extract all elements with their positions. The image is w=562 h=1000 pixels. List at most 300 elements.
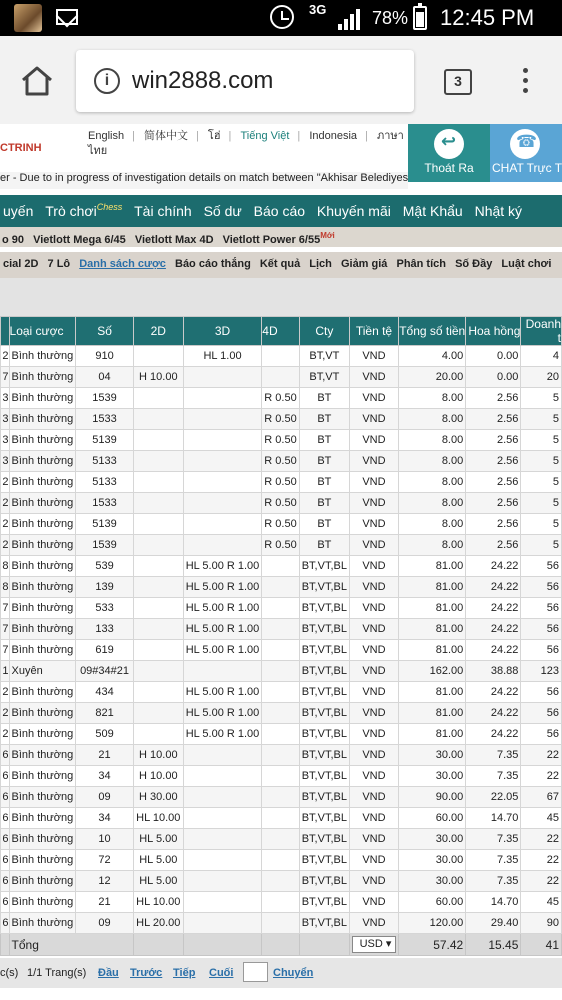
col-4d-cell	[262, 871, 299, 892]
col-2d-cell: HL 5.00	[133, 850, 183, 871]
tab-mega-645[interactable]: Vietlott Mega 6/45	[33, 233, 126, 246]
col-total-amount-cell: 8.00	[398, 430, 465, 451]
nav-password[interactable]: Mật Khẩu	[402, 202, 463, 219]
table-header-row	[1, 317, 562, 346]
logout-button[interactable]	[408, 124, 490, 182]
col-company-cell: BT	[299, 388, 349, 409]
col-commission-cell: 2.56	[466, 472, 521, 493]
table-row	[1, 619, 562, 640]
col-number-cell: 539	[76, 556, 134, 577]
address-bar[interactable]	[76, 50, 414, 112]
col-total-amount-cell: 8.00	[398, 451, 465, 472]
col-index-cell: 2	[1, 724, 10, 745]
go-page-link[interactable]: Chuyển	[273, 967, 314, 979]
filter-area	[0, 278, 562, 316]
col-revenue-cell: 90	[521, 913, 562, 934]
col-3d-cell	[183, 472, 262, 493]
col-total-amount-cell: 8.00	[398, 472, 465, 493]
language-selector: English | 简体中文 | โฮ่ | Tiếng Việt | Indonesia | ภาษา ไทย	[88, 130, 404, 157]
col-bet-type-cell: Bình thường	[9, 577, 76, 598]
col-number-cell: 139	[76, 577, 134, 598]
site-brand: CTRINH	[0, 142, 42, 154]
next-page-link[interactable]: Tiếp	[173, 967, 196, 979]
col-company-cell: BT,VT,BL	[299, 640, 349, 661]
total-label: Tổng	[9, 934, 133, 956]
col-company-cell: BT,VT,BL	[299, 724, 349, 745]
col-3d-cell: HL 5.00 R 1.00	[183, 556, 262, 577]
col-total-amount-cell: 30.00	[398, 745, 465, 766]
nav-games[interactable]: Trò chơi$^{Chess}$	[45, 202, 123, 219]
col-bet-type-cell: Bình thường	[9, 745, 76, 766]
col-number-cell: 09	[76, 913, 134, 934]
col-company-cell: BT,VT,BL	[299, 850, 349, 871]
col-index-cell: 3	[1, 430, 10, 451]
col-company-cell: BT,VT,BL	[299, 661, 349, 682]
col-bet-type-cell: Bình thường	[9, 913, 76, 934]
col-bet-type-cell: Bình thường	[9, 619, 76, 640]
col-4d-cell: R 0.50	[262, 451, 299, 472]
col-number-cell: 21	[76, 745, 134, 766]
col-currency-cell: VND	[349, 661, 398, 682]
col-index-cell: 2	[1, 472, 10, 493]
col-total-amount-cell: 81.00	[398, 556, 465, 577]
col-2d-cell: HL 10.00	[133, 808, 183, 829]
col-index-cell: 6	[1, 892, 10, 913]
col-number-cell: 10	[76, 829, 134, 850]
col-bet-type-cell: Bình thường	[9, 430, 76, 451]
alarm-icon	[270, 5, 294, 29]
col-bet-type-cell: Bình thường	[9, 640, 76, 661]
col-number-cell: 09#34#21	[76, 661, 134, 682]
col-company-cell: BT,VT,BL	[299, 682, 349, 703]
col-index-cell: 3	[1, 409, 10, 430]
col-4d-cell	[262, 787, 299, 808]
col-total-amount-cell: 120.00	[398, 913, 465, 934]
col-bet-type-cell: Bình thường	[9, 535, 76, 556]
table-total-row	[1, 934, 562, 956]
col-company-header: Cty	[299, 317, 349, 346]
col-commission-cell: 0.00	[466, 346, 521, 367]
col-commission-cell: 2.56	[466, 451, 521, 472]
col-currency-cell: VND	[349, 703, 398, 724]
col-commission-cell: 7.35	[466, 829, 521, 850]
col-4d-cell	[262, 892, 299, 913]
col-3d-cell: HL 5.00 R 1.00	[183, 598, 262, 619]
news-marquee: er - Due to in progress of investigation details on match between "Akhisar Belediyes	[0, 172, 408, 189]
col-currency-cell: VND	[349, 871, 398, 892]
col-revenue-header: Doanh t	[521, 317, 562, 346]
nav-balance[interactable]: Số dư	[203, 202, 242, 219]
main-nav	[0, 195, 562, 227]
col-3d-cell	[183, 808, 262, 829]
lang-chinese[interactable]: 简体中文	[144, 130, 188, 142]
col-revenue-cell: 56	[521, 556, 562, 577]
col-currency-cell: VND	[349, 724, 398, 745]
col-revenue-cell: 56	[521, 598, 562, 619]
col-commission-cell: 7.35	[466, 766, 521, 787]
col-company-cell: BT,VT,BL	[299, 577, 349, 598]
table-body	[1, 346, 562, 934]
col-company-cell: BT,VT,BL	[299, 703, 349, 724]
col-4d-cell: R 0.50	[262, 493, 299, 514]
page-number-input[interactable]	[243, 962, 268, 982]
col-3d-cell	[183, 493, 262, 514]
col-2d-header: 2D	[133, 317, 183, 346]
subnav-schedule[interactable]: Lịch	[309, 258, 332, 270]
overflow-menu-icon[interactable]	[522, 68, 530, 96]
col-total-amount-cell: 4.00	[398, 346, 465, 367]
col-3d-cell	[183, 514, 262, 535]
col-revenue-cell: 5	[521, 472, 562, 493]
subnav-rules[interactable]: Luật chơi	[501, 258, 552, 270]
col-total-amount-cell: 81.00	[398, 598, 465, 619]
col-commission-cell: 2.56	[466, 514, 521, 535]
first-page-link[interactable]: Đầu	[98, 967, 119, 979]
col-total-amount-cell: 81.00	[398, 577, 465, 598]
table-row	[1, 514, 562, 535]
col-commission-cell: 7.35	[466, 871, 521, 892]
col-3d-cell	[183, 451, 262, 472]
col-index-cell: 6	[1, 871, 10, 892]
col-3d-cell	[183, 766, 262, 787]
col-number-cell: 434	[76, 682, 134, 703]
col-currency-cell: VND	[349, 892, 398, 913]
col-revenue-cell: 123	[521, 661, 562, 682]
nav-log[interactable]: Nhật ký	[474, 202, 523, 219]
col-bet-type-cell: Bình thường	[9, 493, 76, 514]
url-text[interactable]: win2888.com	[132, 67, 274, 94]
col-3d-cell	[183, 409, 262, 430]
nav-reports[interactable]: Báo cáo	[253, 202, 306, 219]
col-currency-cell: VND	[349, 388, 398, 409]
col-revenue-cell: 5	[521, 514, 562, 535]
subnav-bet-list[interactable]: Danh sách cược	[79, 258, 166, 270]
col-3d-cell	[183, 535, 262, 556]
col-index-cell: 7	[1, 619, 10, 640]
col-2d-cell	[133, 619, 183, 640]
table-row	[1, 829, 562, 850]
col-currency-cell: VND	[349, 577, 398, 598]
table-row	[1, 640, 562, 661]
col-3d-cell	[183, 871, 262, 892]
col-total-amount-cell: 8.00	[398, 535, 465, 556]
col-total-amount-cell: 8.00	[398, 388, 465, 409]
col-number-cell: 910	[76, 346, 134, 367]
logout-icon	[434, 129, 464, 159]
col-bet-type-cell: Bình thường	[9, 598, 76, 619]
col-3d-cell	[183, 745, 262, 766]
col-bet-type-cell: Bình thường	[9, 367, 76, 388]
tab-max-4d[interactable]: Vietlott Max 4D	[134, 233, 214, 246]
col-number-cell: 1533	[76, 493, 134, 514]
subnav-results[interactable]: Kết quả	[259, 258, 301, 270]
col-revenue-cell: 5	[521, 493, 562, 514]
table-row	[1, 871, 562, 892]
col-currency-cell: VND	[349, 913, 398, 934]
col-3d-cell: HL 5.00 R 1.00	[183, 724, 262, 745]
col-number-cell: 509	[76, 724, 134, 745]
col-number-cell: 72	[76, 850, 134, 871]
col-company-cell: BT,VT,BL	[299, 745, 349, 766]
col-bet-type-cell: Bình thường	[9, 346, 76, 367]
col-currency-cell: VND	[349, 766, 398, 787]
col-currency-cell: VND	[349, 745, 398, 766]
col-commission-cell: 24.22	[466, 556, 521, 577]
lang-thai-short[interactable]: โฮ่	[207, 130, 221, 142]
col-commission-cell: 24.22	[466, 619, 521, 640]
pagination	[0, 958, 562, 988]
col-currency-header: Tiền tệ	[349, 317, 398, 346]
web-page	[0, 124, 562, 1000]
col-commission-cell: 24.22	[466, 577, 521, 598]
network-type: 3G	[309, 2, 327, 17]
table-row	[1, 913, 562, 934]
col-4d-cell: R 0.50	[262, 514, 299, 535]
lang-english[interactable]: English	[88, 130, 125, 142]
col-3d-cell	[183, 388, 262, 409]
col-2d-cell	[133, 409, 183, 430]
col-revenue-cell: 5	[521, 430, 562, 451]
col-bet-type-cell: Bình thường	[9, 451, 76, 472]
col-3d-cell: HL 5.00 R 1.00	[183, 682, 262, 703]
col-commission-cell: 24.22	[466, 724, 521, 745]
table-row	[1, 367, 562, 388]
col-company-cell: BT,VT,BL	[299, 913, 349, 934]
col-3d-cell	[183, 367, 262, 388]
col-total-amount-cell: 8.00	[398, 514, 465, 535]
col-index-cell: 6	[1, 829, 10, 850]
lang-thai[interactable]: ภาษา	[376, 130, 404, 142]
col-index-cell: 7	[1, 367, 10, 388]
col-currency-cell: VND	[349, 451, 398, 472]
table-row	[1, 724, 562, 745]
col-index-cell: 2	[1, 535, 10, 556]
lang-thai-2[interactable]: ไทย	[88, 145, 108, 157]
subnav-special-2d[interactable]: cial 2D	[3, 258, 39, 270]
col-total-amount-cell: 60.00	[398, 808, 465, 829]
col-4d-cell	[262, 850, 299, 871]
col-currency-cell: VND	[349, 598, 398, 619]
headset-icon	[510, 129, 540, 159]
col-company-cell: BT	[299, 514, 349, 535]
total-commission: 15.45	[466, 934, 521, 956]
col-bet-type-cell: Bình thường	[9, 472, 76, 493]
col-total-amount-cell: 81.00	[398, 640, 465, 661]
col-commission-cell: 2.56	[466, 535, 521, 556]
page-count: 1/1 Trang(s)	[27, 967, 87, 979]
col-currency-cell: VND	[349, 514, 398, 535]
col-currency-cell: VND	[349, 556, 398, 577]
col-2d-cell: H 10.00	[133, 367, 183, 388]
col-2d-cell	[133, 388, 183, 409]
col-bet-type-cell: Bình thường	[9, 388, 76, 409]
col-number-cell: 34	[76, 808, 134, 829]
total-net: 41	[521, 934, 562, 956]
table-row	[1, 766, 562, 787]
col-3d-header: 3D	[183, 317, 262, 346]
col-revenue-cell: 45	[521, 808, 562, 829]
col-index-header	[1, 317, 10, 346]
col-number-cell: 34	[76, 766, 134, 787]
table-row	[1, 577, 562, 598]
subnav-discount[interactable]: Giảm giá	[340, 258, 388, 270]
tab-lotto-90[interactable]: o 90	[2, 233, 25, 246]
col-total-amount-cell: 30.00	[398, 766, 465, 787]
col-revenue-cell: 45	[521, 892, 562, 913]
table-row	[1, 682, 562, 703]
col-4d-cell: R 0.50	[262, 472, 299, 493]
clock: 12:45 PM	[440, 5, 535, 30]
tab-power-655[interactable]: Vietlott Power $6/55^{Mới}$	[222, 231, 335, 246]
col-number-cell: 1533	[76, 409, 134, 430]
col-bet-type-cell: Bình thường	[9, 871, 76, 892]
subnav-full-numbers[interactable]: Số Đầy	[455, 258, 493, 270]
nav-finance[interactable]: Tài chính	[134, 202, 192, 219]
col-revenue-cell: 22	[521, 850, 562, 871]
col-company-cell: BT,VT,BL	[299, 598, 349, 619]
col-4d-cell	[262, 745, 299, 766]
info-icon[interactable]: i	[94, 68, 120, 94]
table-row	[1, 745, 562, 766]
table-row	[1, 892, 562, 913]
col-currency-cell: VND	[349, 535, 398, 556]
col-company-cell: BT,VT,BL	[299, 808, 349, 829]
currency-select[interactable]: USD ▾	[352, 936, 396, 953]
new-badge: Mới	[320, 231, 335, 240]
col-currency-cell: VND	[349, 367, 398, 388]
col-bet-type-cell: Bình thường	[9, 514, 76, 535]
col-4d-cell	[262, 682, 299, 703]
logout-label: Thoát Ra	[424, 161, 474, 175]
col-commission-cell: 14.70	[466, 892, 521, 913]
col-currency-cell: VND	[349, 619, 398, 640]
col-company-cell: BT	[299, 451, 349, 472]
col-2d-cell	[133, 682, 183, 703]
col-index-cell: 3	[1, 451, 10, 472]
col-total-amount-cell: 81.00	[398, 724, 465, 745]
table-row	[1, 493, 562, 514]
col-company-cell: BT,VT,BL	[299, 556, 349, 577]
col-3d-cell: HL 5.00 R 1.00	[183, 619, 262, 640]
home-icon[interactable]	[20, 66, 54, 96]
col-company-cell: BT,VT,BL	[299, 766, 349, 787]
col-index-cell: 8	[1, 556, 10, 577]
col-index-cell: 8	[1, 577, 10, 598]
android-status-bar	[0, 0, 562, 36]
col-currency-cell: VND	[349, 808, 398, 829]
col-4d-cell	[262, 346, 299, 367]
subnav-win-report[interactable]: Báo cáo thắng	[175, 258, 251, 270]
col-currency-cell: VND	[349, 640, 398, 661]
col-commission-cell: 22.05	[466, 787, 521, 808]
signal-icon	[338, 8, 364, 30]
col-revenue-cell: 22	[521, 829, 562, 850]
col-bet-type-header: Loại cược	[9, 317, 76, 346]
col-currency-cell: VND	[349, 409, 398, 430]
col-number-cell: 5133	[76, 472, 134, 493]
col-revenue-cell: 5	[521, 451, 562, 472]
col-commission-cell: 2.56	[466, 493, 521, 514]
col-commission-cell: 14.70	[466, 808, 521, 829]
table-row	[1, 388, 562, 409]
tab-switcher-button[interactable]: 3	[444, 69, 472, 95]
subnav-analysis[interactable]: Phân tích	[396, 258, 446, 270]
col-commission-cell: 24.22	[466, 682, 521, 703]
avatar-notification-icon	[14, 4, 42, 32]
lang-vietnamese[interactable]: Tiếng Việt	[240, 130, 290, 142]
col-index-cell: 2	[1, 703, 10, 724]
subnav-7-lo[interactable]: 7 Lô	[47, 258, 71, 270]
col-2d-cell	[133, 577, 183, 598]
nav-promo-partial[interactable]: uyến	[3, 202, 34, 219]
col-index-cell: 6	[1, 745, 10, 766]
col-commission-header: Hoa hồng	[466, 317, 521, 346]
col-index-cell: 3	[1, 388, 10, 409]
col-company-cell: BT	[299, 493, 349, 514]
col-commission-cell: 24.22	[466, 640, 521, 661]
col-number-cell: 133	[76, 619, 134, 640]
col-bet-type-cell: Bình thường	[9, 766, 76, 787]
col-number-cell: 5139	[76, 514, 134, 535]
col-4d-cell: R 0.50	[262, 388, 299, 409]
site-header	[0, 124, 562, 194]
col-total-amount-cell: 8.00	[398, 409, 465, 430]
lottery-tabs	[0, 227, 562, 247]
col-4d-cell	[262, 598, 299, 619]
prev-page-link[interactable]: Trước	[130, 967, 163, 979]
col-3d-cell	[183, 913, 262, 934]
col-number-cell: 5139	[76, 430, 134, 451]
col-bet-type-cell: Bình thường	[9, 850, 76, 871]
chat-button[interactable]	[490, 124, 562, 182]
col-revenue-cell: 22	[521, 745, 562, 766]
col-3d-cell	[183, 430, 262, 451]
col-2d-cell	[133, 703, 183, 724]
col-bet-type-cell: Bình thường	[9, 682, 76, 703]
col-company-cell: BT,VT,BL	[299, 619, 349, 640]
col-total-amount-cell: 162.00	[398, 661, 465, 682]
col-2d-cell	[133, 556, 183, 577]
col-total-amount-cell: 60.00	[398, 892, 465, 913]
table-row	[1, 409, 562, 430]
col-company-cell: BT,VT,BL	[299, 829, 349, 850]
col-index-cell: 6	[1, 808, 10, 829]
col-4d-cell	[262, 724, 299, 745]
table-row	[1, 556, 562, 577]
col-number-cell: 5133	[76, 451, 134, 472]
col-bet-type-cell: Bình thường	[9, 724, 76, 745]
col-revenue-cell: 67	[521, 787, 562, 808]
col-4d-cell	[262, 619, 299, 640]
nav-promotions[interactable]: Khuyến mãi	[316, 202, 391, 219]
col-4d-cell	[262, 766, 299, 787]
col-bet-type-cell: Bình thường	[9, 556, 76, 577]
col-2d-cell	[133, 640, 183, 661]
col-commission-cell: 7.35	[466, 850, 521, 871]
col-index-cell: 7	[1, 598, 10, 619]
col-revenue-cell: 5	[521, 388, 562, 409]
col-total-amount-cell: 81.00	[398, 682, 465, 703]
table-row	[1, 787, 562, 808]
col-number-cell: 1539	[76, 388, 134, 409]
last-page-link[interactable]: Cuối	[209, 967, 234, 979]
col-number-cell: 04	[76, 367, 134, 388]
col-2d-cell	[133, 430, 183, 451]
lang-indonesia[interactable]: Indonesia	[309, 130, 358, 142]
col-index-cell: 2	[1, 346, 10, 367]
col-currency-cell: VND	[349, 430, 398, 451]
col-number-cell: 09	[76, 787, 134, 808]
